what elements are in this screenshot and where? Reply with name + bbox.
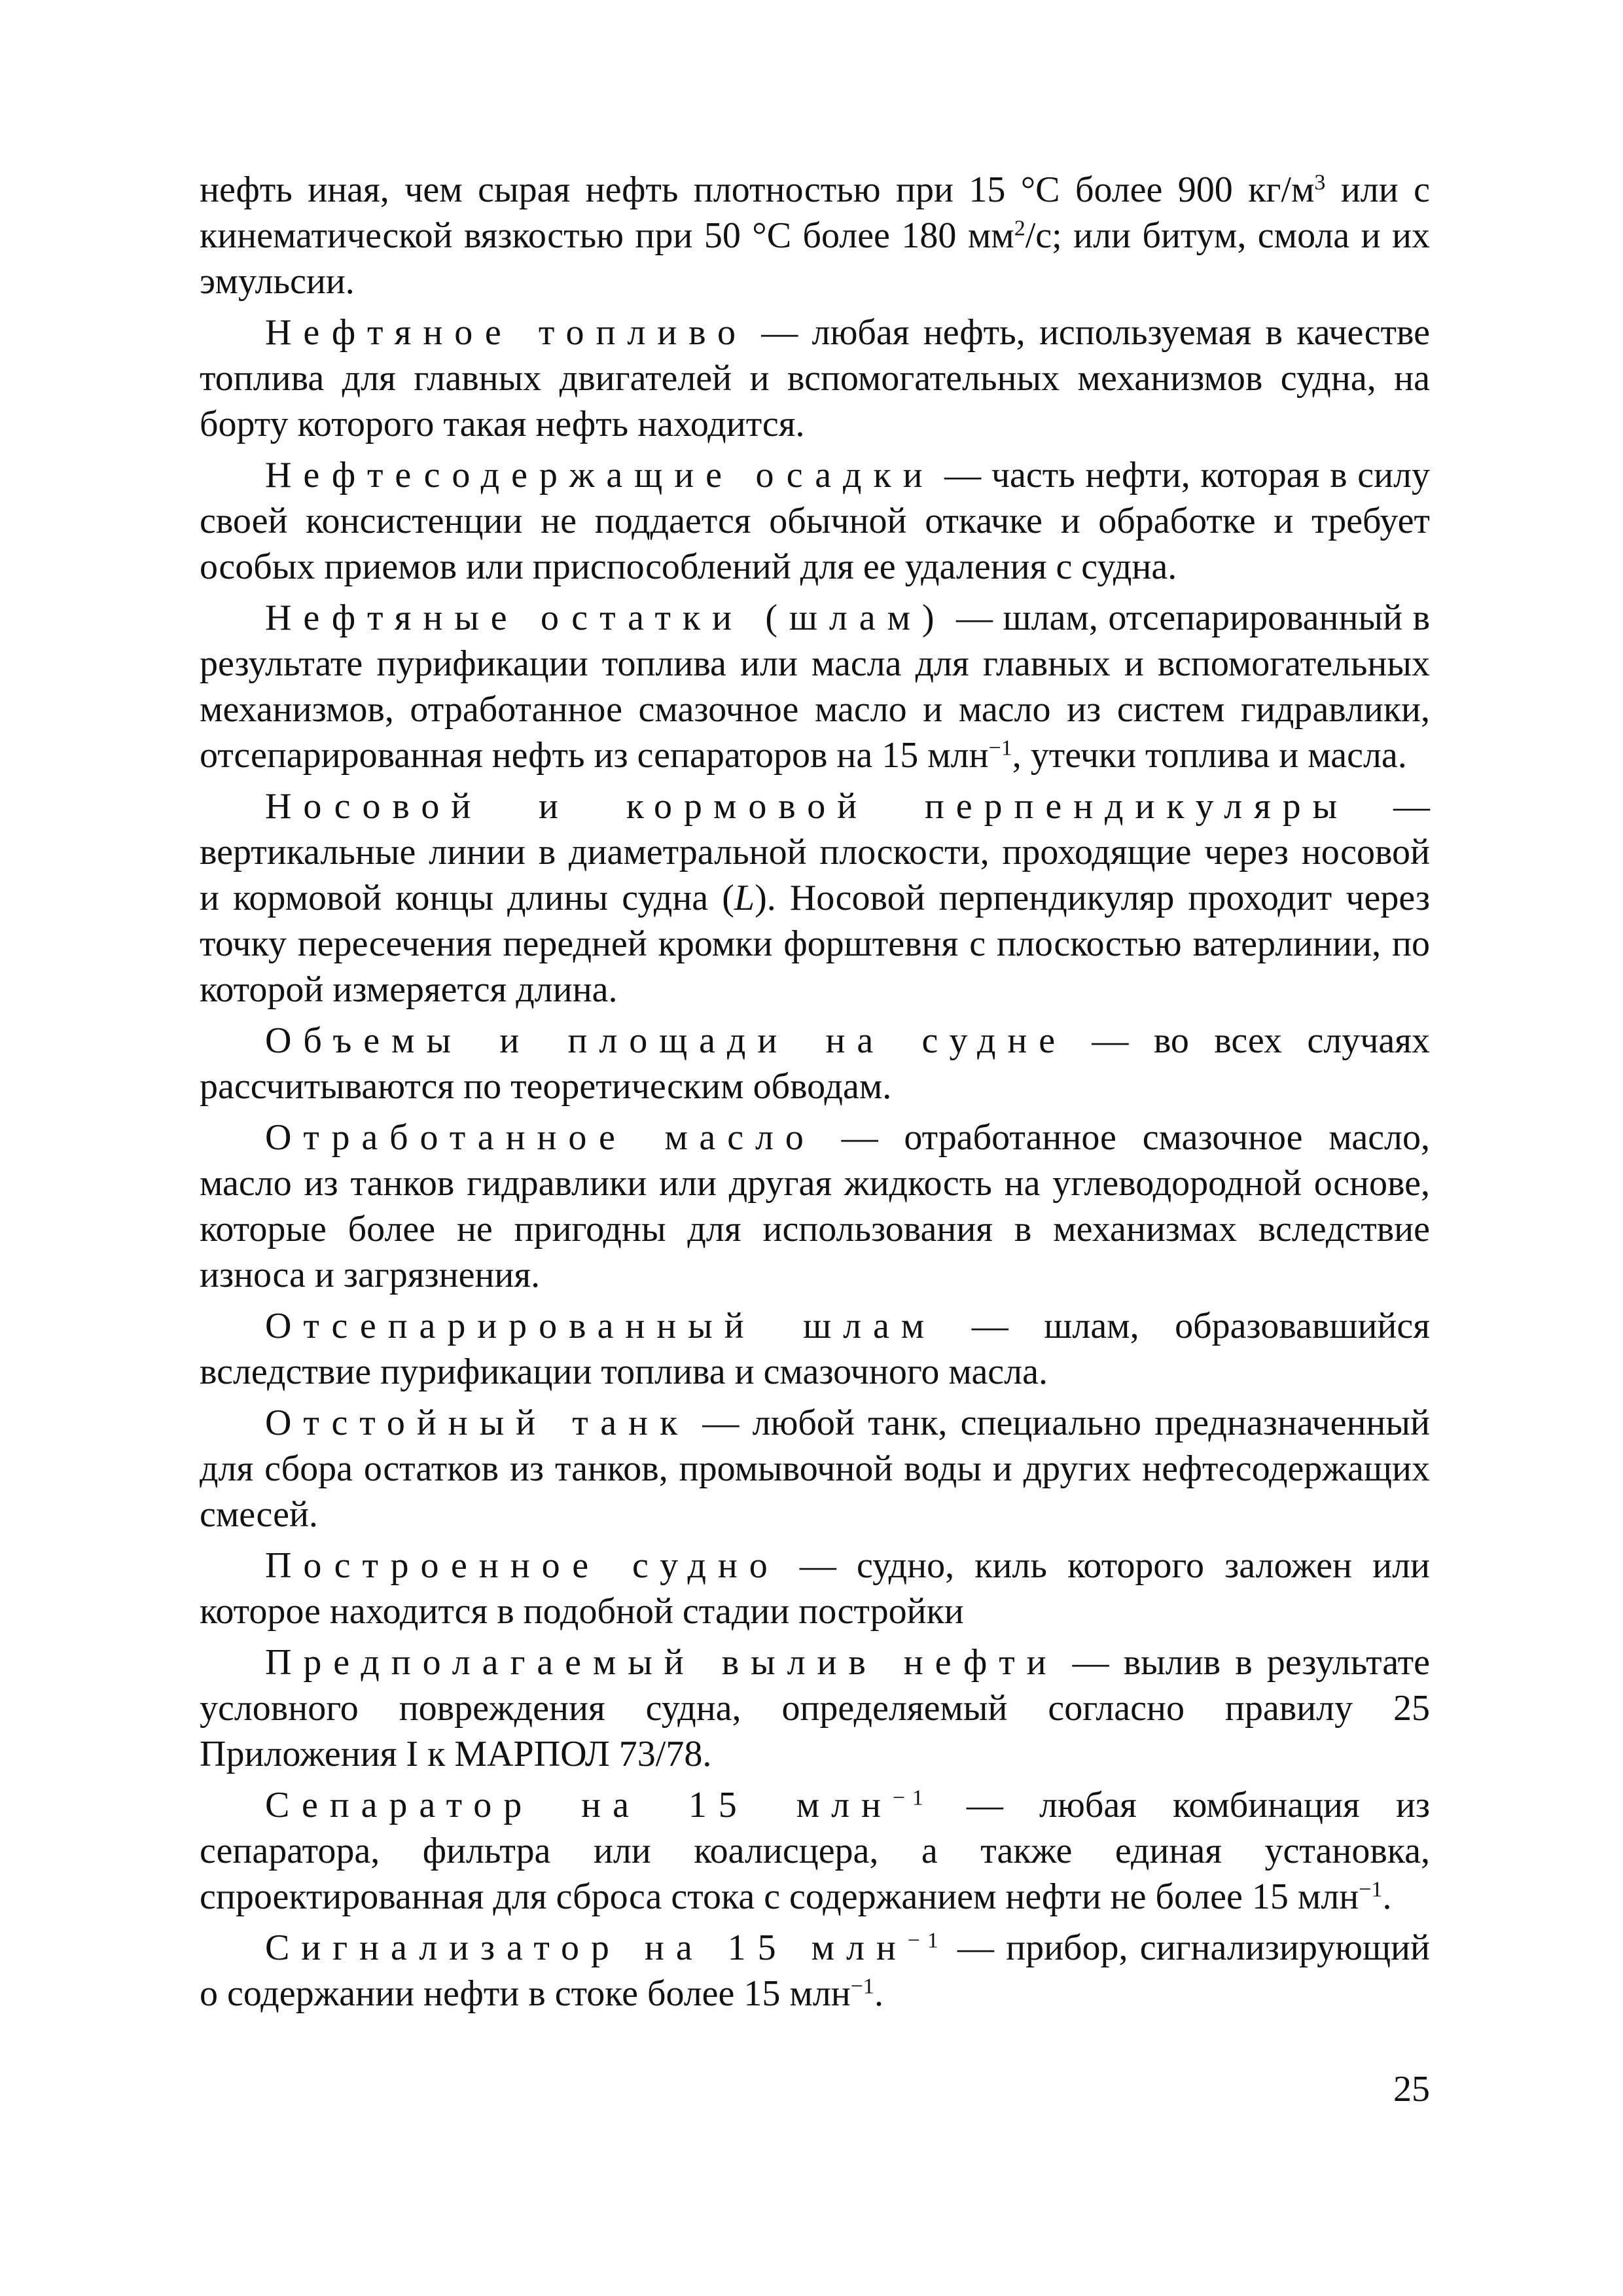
definition: — судно, киль которого заложен или которое находится в подобной стадии постройки bbox=[200, 1545, 1430, 1632]
term: Нефтяные остатки (шлам) bbox=[265, 598, 946, 638]
term: Предполагаемый вылив нефти bbox=[265, 1642, 1058, 1683]
page-number: 25 bbox=[1393, 2069, 1430, 2109]
text: или с кинематической вязкостью при 50 °С более 180 мм bbox=[200, 170, 1430, 256]
definition: — любой танк, специально предназначенный для сбора остатков из танков, промывочной воды и других нефтесодержащих смесей. bbox=[200, 1403, 1430, 1535]
definition-tail: , утечки топлива и масла. bbox=[1012, 735, 1407, 776]
definition-volumes bbox=[200, 1018, 1430, 1109]
superscript: −1 bbox=[850, 1974, 874, 1999]
text: /с; или битум, смола и их эмульсии. bbox=[200, 215, 1430, 302]
definition: — вертикальные линии в диаметральной плоскости, проходящие через носовой и кормовой концы длины судна ( bbox=[200, 786, 1431, 918]
term: Сигнализатор на 15 млн bbox=[265, 1928, 908, 1968]
definition-perpendiculars bbox=[200, 783, 1430, 1013]
definition-slop-tank bbox=[200, 1400, 1430, 1537]
definition-tail: . bbox=[1382, 1876, 1392, 1917]
definition-residues bbox=[200, 595, 1430, 778]
definition: — вылив в результате условного повреждения судна, определяемый согласно правилу 25 Приложения I к МАРПОЛ 73/78. bbox=[200, 1642, 1430, 1774]
definition: — во всех случаях рассчитываются по теоретическим обводам. bbox=[200, 1020, 1430, 1107]
term: Нефтяное топливо bbox=[265, 312, 747, 353]
definition-built-ship bbox=[200, 1543, 1430, 1634]
term: Отработанное масло bbox=[265, 1117, 815, 1158]
definition: — шлам, отсепарированный в результате пурификации топлива или масла для главных и вспомогательных механизмов, отработанное смазочное масло и масло из систем гидравлики, отсепарированная нефть из сепараторов на 15 млн bbox=[200, 598, 1431, 776]
italic-symbol: L bbox=[734, 878, 755, 918]
definition: — часть нефти, которая в силу своей консистенции не поддается обычной откачке и обработке и требует особых приемов или приспособлений для ее удаления с судна. bbox=[200, 455, 1430, 587]
definition: — любая комбинация из сепаратора, фильтра или коалисцера, а также единая установка, спроектированная для сброса стока с содержанием нефти не более 15 млн bbox=[200, 1785, 1430, 1917]
term: Построенное судно bbox=[265, 1545, 779, 1586]
term: Объемы и площади на судне bbox=[265, 1020, 1067, 1061]
superscript: 2 bbox=[1014, 216, 1026, 241]
definition-tail: ). Носовой перпендикуляр проходит через точку пересечения передней кромки форштевня с плоскостью ватерлинии, по которой измеряется длина. bbox=[200, 878, 1431, 1010]
definition: — шлам, образовавшийся вследствие пурификации топлива и смазочного масла. bbox=[200, 1306, 1430, 1392]
superscript: −1 bbox=[1359, 1877, 1383, 1902]
document-body bbox=[200, 167, 1430, 2022]
definition-fuel bbox=[200, 310, 1430, 447]
text: нефть иная, чем сырая нефть плотностью при 15 °С более 900 кг/м bbox=[200, 170, 1315, 210]
term: Сепаратор на 15 млн bbox=[265, 1785, 893, 1825]
definition-alarm bbox=[200, 1925, 1430, 2017]
definition-tail: . bbox=[874, 1973, 883, 2014]
definition: — отработанное смазочное масло, масло из танков гидравлики или другая жидкость на углеводородной основе, которые более не пригодны для использования в механизмах вследствие износа и загрязнения. bbox=[200, 1117, 1431, 1295]
superscript: −1 bbox=[907, 1928, 946, 1953]
paragraph-continuation bbox=[200, 167, 1430, 304]
definition: — любая нефть, используемая в качестве топлива для главных двигателей и вспомогательных механизмов судна, на борту которого такая нефть находится. bbox=[200, 312, 1430, 444]
term: Отстойный танк bbox=[265, 1403, 690, 1443]
term: Отсепарированный шлам bbox=[265, 1306, 936, 1346]
definition: — прибор, сигнализирующий о содержании нефти в стоке более 15 млн bbox=[200, 1928, 1430, 2014]
superscript: −1 bbox=[892, 1785, 931, 1810]
definition-separated-sludge bbox=[200, 1303, 1430, 1395]
superscript: 3 bbox=[1314, 170, 1326, 195]
term: Носовой и кормовой перпендикуляры bbox=[265, 786, 1349, 827]
definition-separator bbox=[200, 1782, 1430, 1920]
superscript: −1 bbox=[988, 736, 1012, 761]
definition-sludge-deposits bbox=[200, 452, 1430, 590]
definition-waste-oil bbox=[200, 1115, 1430, 1298]
definition-outflow bbox=[200, 1640, 1430, 1777]
term: Нефтесодержащие осадки bbox=[265, 455, 935, 495]
